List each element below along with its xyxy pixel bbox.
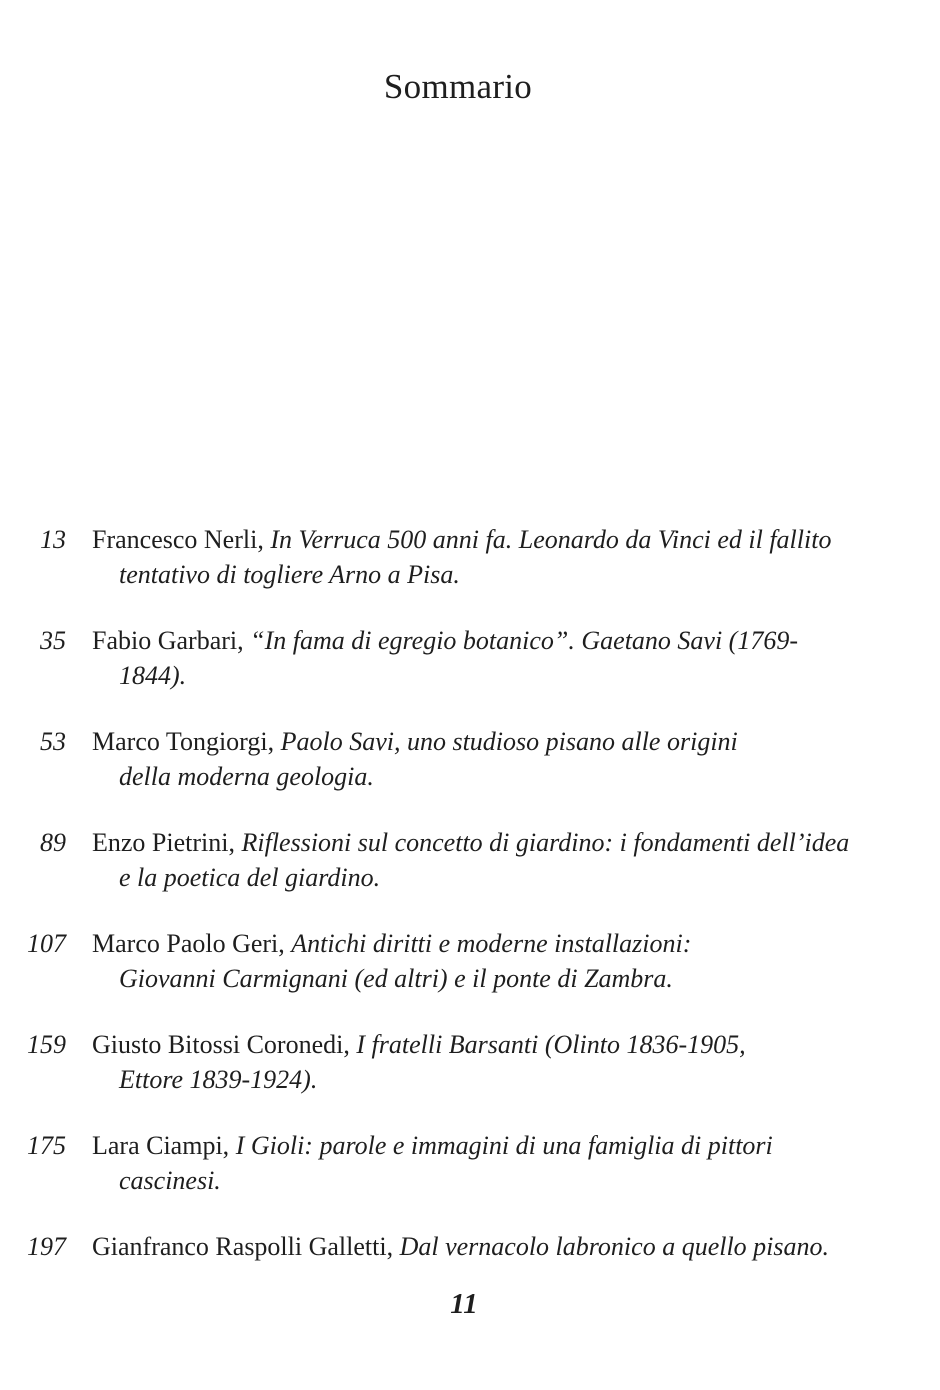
toc-title: Antichi diritti e moderne installazioni: <box>291 929 692 958</box>
toc-author: Marco Paolo Geri, <box>92 929 292 958</box>
toc-title-continued: 1844). <box>119 661 187 690</box>
toc-entry-text <box>92 825 892 895</box>
toc-title: Riflessioni sul concetto di giardino: i fondamenti dell’idea <box>241 828 850 857</box>
toc-title-continued: cascinesi. <box>119 1166 221 1195</box>
toc-title-continued: tentativo di togliere Arno a Pisa. <box>119 560 460 589</box>
toc-title-continued: Giovanni Carmignani (ed altri) e il ponte di Zambra. <box>119 964 673 993</box>
toc-entry-text <box>92 1128 892 1198</box>
toc-entry <box>0 926 940 1027</box>
toc-entry <box>0 1027 940 1128</box>
toc-author: Giusto Bitossi Coronedi, <box>92 1030 357 1059</box>
toc-entry <box>0 724 940 825</box>
toc-title: Dal vernacolo labronico a quello pisano. <box>399 1232 830 1261</box>
toc-title: “In fama di egregio botanico”. Gaetano Savi (1769- <box>250 626 798 655</box>
toc-page-number: 53 <box>40 727 66 756</box>
toc-entry-text <box>92 623 892 693</box>
toc-title: I Gioli: parole e immagini di una famiglia di pittori <box>235 1131 773 1160</box>
toc-page-number: 35 <box>40 626 66 655</box>
toc-title-continued: e la poetica del giardino. <box>119 863 381 892</box>
toc-page-number: 13 <box>40 525 66 554</box>
page-number-footer: 11 <box>450 1288 478 1320</box>
toc-page-number: 197 <box>27 1232 66 1261</box>
toc-entry <box>0 1128 940 1229</box>
toc-page-number: 89 <box>40 828 66 857</box>
page-title: Sommario <box>383 67 533 107</box>
toc-title: Paolo Savi, uno studioso pisano alle origini <box>280 727 738 756</box>
toc-page-number: 159 <box>27 1030 66 1059</box>
toc-entry-text <box>92 522 892 592</box>
toc-title: In Verruca 500 anni fa. Leonardo da Vinci ed il fallito <box>270 525 832 554</box>
toc-author: Francesco Nerli, <box>92 525 271 554</box>
toc-entry <box>0 825 940 926</box>
toc-entry-text <box>92 724 892 794</box>
toc-entry <box>0 623 940 724</box>
toc-author: Gianfranco Raspolli Galletti, <box>92 1232 400 1261</box>
toc-entry <box>0 522 940 623</box>
toc-author: Lara Ciampi, <box>92 1131 236 1160</box>
toc-author: Marco Tongiorgi, <box>92 727 281 756</box>
toc-page-number: 107 <box>27 929 66 958</box>
toc-page-number: 175 <box>27 1131 66 1160</box>
toc-title-continued: della moderna geologia. <box>119 762 374 791</box>
toc-author: Enzo Pietrini, <box>92 828 242 857</box>
table-of-contents <box>0 522 940 1330</box>
toc-title-continued: Ettore 1839-1924). <box>119 1065 318 1094</box>
toc-author: Fabio Garbari, <box>92 626 251 655</box>
toc-entry-text <box>92 1229 892 1264</box>
toc-title: I fratelli Barsanti (Olinto 1836-1905, <box>356 1030 746 1059</box>
toc-entry-text <box>92 1027 892 1097</box>
toc-entry-text <box>92 926 892 996</box>
